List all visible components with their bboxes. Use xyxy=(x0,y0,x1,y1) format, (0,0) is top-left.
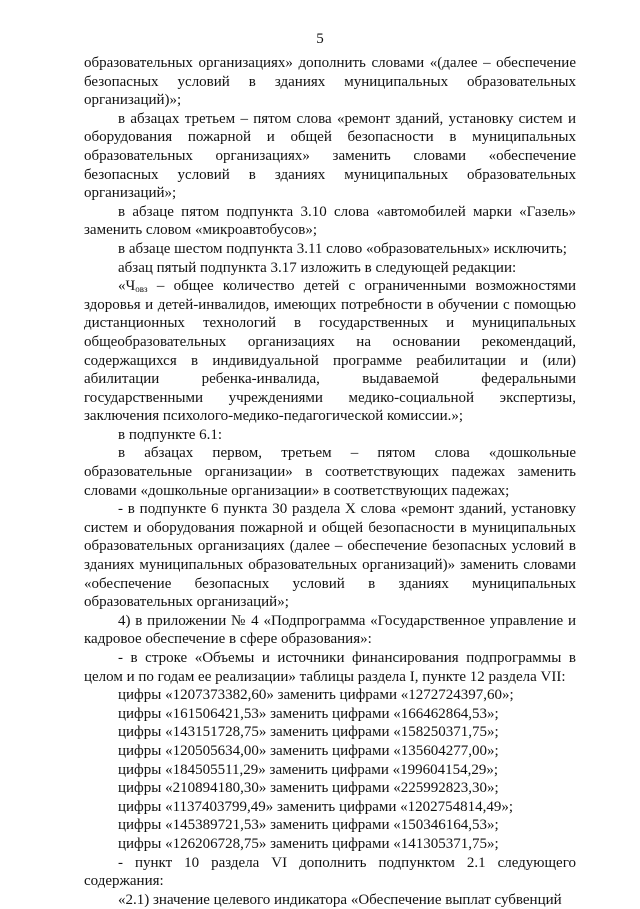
paragraph: - в подпункте 6 пункта 30 раздела X слова «ремонт зданий, установку систем и оборудования пожарной и общей безопасности в муниципальных образовательных организациях (далее – обеспечение безопасных условий в зданиях муниципальных образовательных организаций)» заменить словами «обеспечение безопасных условий в зданиях муниципальных образовательных организаций»; xyxy=(84,501,576,611)
paragraph: - в строке «Объемы и источники финансирования подпрограммы в целом и по годам ее реализации» таблицы раздела I, пункте 12 раздела VII: xyxy=(84,650,576,685)
number-replacement-line: цифры «184505511,29» заменить цифрами «199604154,29»; xyxy=(118,761,499,778)
formula-definition-paragraph: «$Ч_{овз}$ – общее количество детей с ограниченными возможностями здоровья и детей-инвалидов, имеющих потребности в обучении с помощью дистанционных технологий в государственных и муниципальных общеобразовательных организациях на основании рекомендаций, содержащихся в индивидуальной программе реабилитации и (или) абилитации ребенка-инвалида, выдаваемой федеральными государственными учреждениями медико-социальной экспертизы, заключения психолого-медико-педагогической комиссии.»; xyxy=(84,278,576,425)
number-replacement-line: цифры «120505634,00» заменить цифрами «135604277,00»; xyxy=(118,742,499,759)
paragraph: в абзацах первом, третьем – пятом слова «дошкольные образовательные организации» в соответствующих падежах заменить словами «дошкольные организации» в соответствующих падежах; xyxy=(84,445,576,499)
number-replacement-line: цифры «1207373382,60» заменить цифрами «1272724397,60»; xyxy=(118,687,514,704)
formula-definition-text: – общее количество детей с ограниченными возможностями здоровья и детей-инвалидов, имеющих потребности в обучении с помощью дистанционных технологий в государственных и муниципальных общеобразовательных организациях на основании рекомендаций, содержащихся в индивидуальной программе реабилитации и (или) абилитации ребенка-инвалида, выдаваемой федеральными государственными учреждениями медико-социальной экспертизы, заключения психолого-медико-педагогической комиссии.»; xyxy=(84,278,576,425)
number-replacement-line: цифры «210894180,30» заменить цифрами «225992823,30»; xyxy=(118,780,499,797)
number-replacement-line: цифры «143151728,75» заменить цифрами «158250371,75»; xyxy=(118,724,499,741)
paragraph: в подпункте 6.1: xyxy=(118,426,223,443)
number-replacement-line: цифры «1137403799,49» заменить цифрами «1202754814,49»; xyxy=(118,798,514,815)
number-replacement-line: цифры «126206728,75» заменить цифрами «141305371,75»; xyxy=(118,835,499,852)
paragraph: в абзаце пятом подпункта 3.10 слова «автомобилей марки «Газель» заменить словом «микроавтобусов»; xyxy=(84,203,576,239)
document-body xyxy=(84,54,576,909)
paragraph: «2.1) значение целевого индикатора «Обеспечение выплат субвенций xyxy=(118,891,562,908)
paragraph: абзац пятый подпункта 3.17 изложить в следующей редакции: xyxy=(118,259,517,276)
paragraph: в абзаце шестом подпункта 3.11 слово «образовательных» исключить; xyxy=(118,240,567,257)
paragraph: - пункт 10 раздела VI дополнить подпунктом 2.1 следующего содержания: xyxy=(84,854,576,890)
paragraph: в абзацах третьем – пятом слова «ремонт зданий, установку систем и оборудования пожарной и общей безопасности в муниципальных образовательных организациях» заменить словами «обеспечение безопасных условий в зданиях муниципальных образовательных организаций»; xyxy=(84,110,576,202)
paragraph: 4) в приложении № 4 «Подпрограмма «Государственное управление и кадровое обеспечение в сфере образования»: xyxy=(84,612,576,648)
number-replacement-line: цифры «145389721,53» заменить цифрами «150346164,53»; xyxy=(118,817,499,834)
formula-symbol: Ч xyxy=(125,278,136,295)
paragraph: образовательных организациях» дополнить словами «(далее – обеспечение безопасных условий в зданиях муниципальных образовательных организаций)»; xyxy=(84,55,576,109)
number-replacement-line: цифры «161506421,53» заменить цифрами «166462864,53»; xyxy=(118,705,499,722)
formula-subscript: овз xyxy=(135,284,148,295)
page-number: 5 xyxy=(316,31,324,47)
